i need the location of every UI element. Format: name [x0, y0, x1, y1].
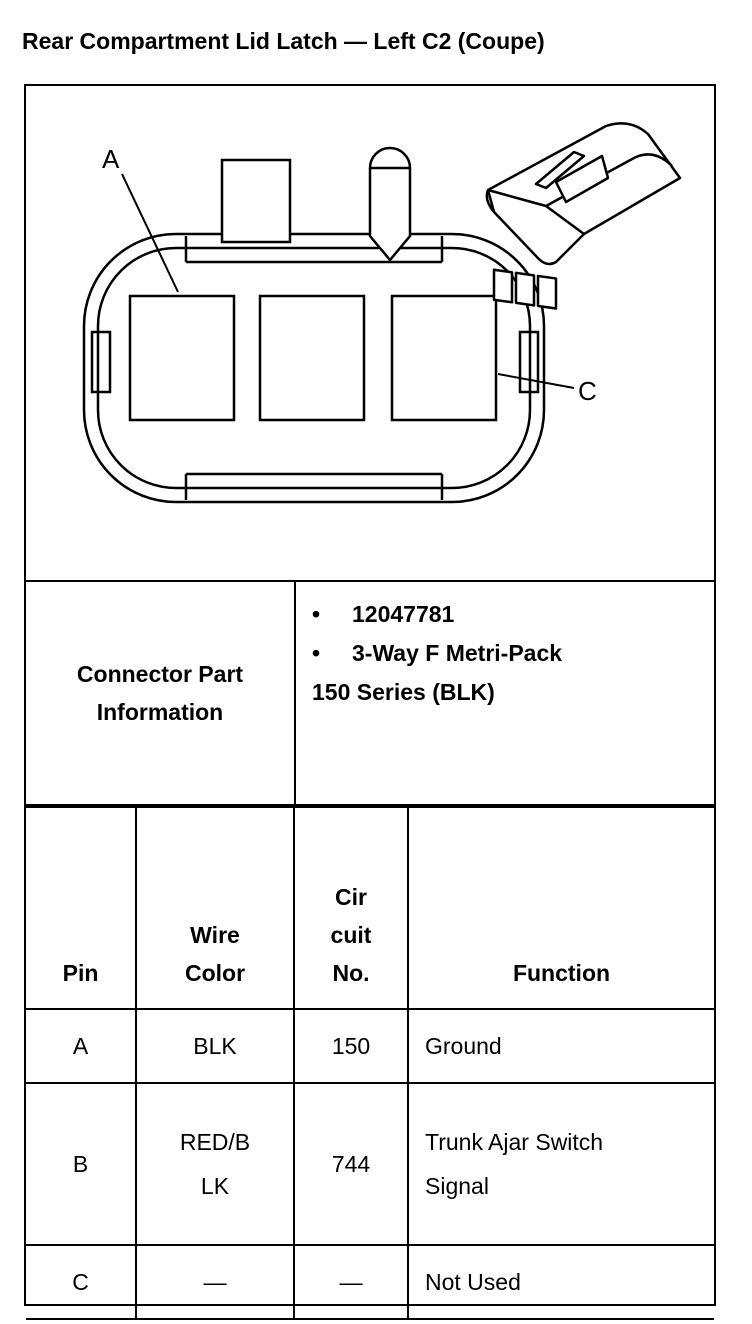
page-title: Rear Compartment Lid Latch — Left C2 (Coupe): [22, 28, 545, 54]
callout-c: C: [578, 376, 597, 406]
callout-a: A: [102, 144, 120, 174]
connector-face-drawing: [26, 86, 714, 580]
housing-tab: [222, 160, 290, 242]
wire-color-cell: —: [136, 1245, 294, 1319]
function-cell: Trunk Ajar Switch Signal: [408, 1083, 714, 1245]
table-row: [26, 1245, 714, 1319]
header-circuit-no: Cir cuit No.: [294, 807, 408, 1009]
part-number: 12047781: [352, 601, 455, 627]
polarizing-key: [370, 148, 410, 260]
circuit-cell: 744: [294, 1083, 408, 1245]
header-function: Function: [408, 807, 714, 1009]
header-pin: Pin: [26, 807, 136, 1009]
cavity-c: [392, 296, 496, 420]
cavity-a: [130, 296, 234, 420]
circuit-cell: 150: [294, 1009, 408, 1083]
function-cell: Not Used: [408, 1245, 714, 1319]
connector-part-info-label: [26, 582, 296, 804]
connector-diagram: [26, 86, 714, 582]
wire-color-cell: BLK: [136, 1009, 294, 1083]
pin-cell: B: [26, 1083, 136, 1245]
header-wire-color: Wire Color: [136, 807, 294, 1009]
connector-isometric-view: [487, 123, 680, 308]
connector-description-line1: 3-Way F Metri-Pack: [352, 640, 563, 666]
cavity-b: [260, 296, 364, 420]
info-label-line2: Information: [96, 699, 224, 725]
leader-line-c: [498, 374, 574, 388]
pin-cell: A: [26, 1009, 136, 1083]
pin-table: [26, 806, 714, 1320]
info-label-line1: Connector Part: [76, 661, 244, 687]
wire-color-cell: RED/B LK: [136, 1083, 294, 1245]
function-cell: Ground: [408, 1009, 714, 1083]
table-row: [26, 1083, 714, 1245]
connector-sheet: [24, 84, 716, 1306]
bullet-icon: •: [312, 640, 321, 666]
connector-part-info: [26, 582, 714, 806]
pin-cell: C: [26, 1245, 136, 1319]
pin-table-header: [26, 807, 714, 1009]
table-row: [26, 1009, 714, 1083]
connector-part-info-values: [312, 595, 702, 712]
bullet-icon: •: [312, 601, 321, 627]
connector-description-line2: 150 Series (BLK): [312, 679, 495, 705]
circuit-cell: —: [294, 1245, 408, 1319]
